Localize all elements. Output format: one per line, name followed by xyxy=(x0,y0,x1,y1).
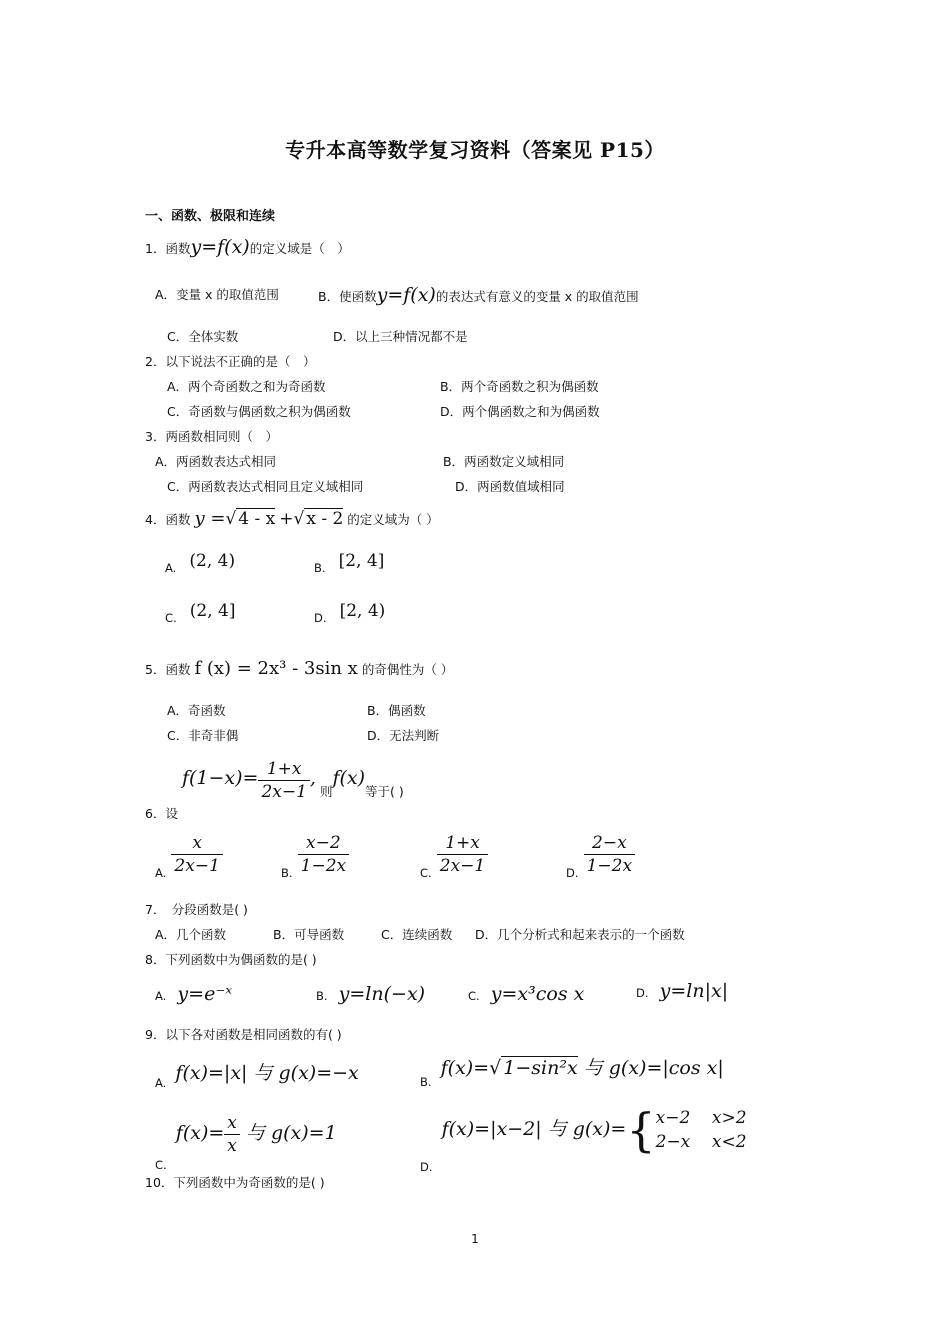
radicand: x - 2 xyxy=(306,509,344,529)
q9-option-c xyxy=(155,1112,337,1172)
math-expression: f(x)= xyxy=(175,1122,225,1144)
option-label: D. xyxy=(314,611,327,625)
math-expression: y=e⁻ˣ xyxy=(177,983,233,1005)
denominator: 2x−1 xyxy=(437,854,488,877)
option-label: B． xyxy=(318,289,340,304)
q8-option-a xyxy=(155,983,232,1005)
denominator: 1−2x xyxy=(298,854,349,877)
option-label: A． xyxy=(155,287,177,302)
option-label: B. xyxy=(281,866,293,880)
fraction xyxy=(298,832,349,877)
question-text: 等于( ) xyxy=(365,784,404,799)
q7-option-b: B．可导函数 xyxy=(273,927,345,942)
question-9: 9．以下各对函数是相同函数的有( ) xyxy=(145,1027,342,1042)
q6-option-d xyxy=(566,832,635,880)
left-brace: { xyxy=(626,1103,656,1157)
denominator: 1−2x xyxy=(584,854,635,877)
q1-option-a xyxy=(155,285,279,303)
question-6: 6．设 f(1−x)= $\frac{1+x}{2x-1}$ , 则f(x)等于( ) xyxy=(145,759,404,821)
q1-option-b xyxy=(318,284,639,306)
q9-option-d xyxy=(420,1103,747,1174)
interval: (2, 4] xyxy=(189,601,236,621)
q6-option-b xyxy=(281,832,349,880)
option-label: C. xyxy=(468,989,480,1003)
numerator: x xyxy=(227,1113,237,1133)
math-expression: f(x) xyxy=(332,767,366,789)
q5-option-b: B．偶函数 xyxy=(367,703,426,718)
q2-option-d: D．两个偶函数之和为偶函数 xyxy=(440,404,600,419)
option-text: 以上三种情况都不是 xyxy=(355,329,468,344)
question-8: 8．下列函数中为偶函数的是( ) xyxy=(145,952,317,967)
option-text: 使函数 xyxy=(339,289,377,304)
numerator: x−2 xyxy=(306,833,341,853)
math-expression: y=ln(−x) xyxy=(338,983,426,1005)
math-expression: y=ln|x| xyxy=(659,980,729,1002)
q5-option-d: D．无法判断 xyxy=(367,728,440,743)
math-expression: y = xyxy=(194,508,226,529)
q9-option-b: $_{B.}$ f(x)=√ 1−sin²x 与 g(x)=|cos x| xyxy=(420,1057,724,1089)
option-label: A. xyxy=(155,866,167,880)
question-number: 1． xyxy=(145,241,166,256)
option-text: 变量 x 的取值范围 xyxy=(176,287,279,302)
plus-sign: + xyxy=(279,509,294,529)
radicand: 1−sin²x xyxy=(503,1057,578,1079)
math-expression: y=x³cos x xyxy=(490,983,585,1005)
math-expression: 与 g(x)=1 xyxy=(239,1122,337,1144)
numerator: 2−x xyxy=(592,833,627,853)
q2-option-c: C．奇函数与偶函数之积为偶函数 xyxy=(167,404,351,419)
question-3: 3．两函数相同则（ ） xyxy=(145,429,278,444)
q3-option-b: B．两函数定义域相同 xyxy=(443,454,565,469)
q6-option-c xyxy=(420,832,488,880)
question-10: 10．下列函数中为奇函数的是( ) xyxy=(145,1175,325,1190)
option-text: 全体实数 xyxy=(188,329,239,344)
option-label: C. xyxy=(165,611,177,625)
question-text: 则 xyxy=(319,784,333,799)
q3-option-d: D．两函数值域相同 xyxy=(455,479,565,494)
q3-option-c: C．两函数表达式相同且定义域相同 xyxy=(167,479,364,494)
piecewise-cases xyxy=(656,1106,747,1154)
document-title: 专升本高等数学复习资料（答案见 P15） xyxy=(285,138,665,162)
q1-option-c xyxy=(167,327,238,345)
q4-option-d xyxy=(314,601,386,627)
question-text: 函数 xyxy=(165,662,191,677)
q2-option-b: B．两个奇函数之积为偶函数 xyxy=(440,379,599,394)
q7-option-d: D．几个分析式和起来表示的一个函数 xyxy=(475,927,685,942)
denominator: 2x−1 xyxy=(171,854,222,877)
q4-option-b xyxy=(314,551,385,577)
question-text: 的定义域是（ ） xyxy=(249,241,350,256)
interval: (2, 4) xyxy=(189,551,236,571)
fraction xyxy=(258,758,309,803)
q4-option-a xyxy=(165,551,236,577)
q9-option-a xyxy=(155,1058,359,1090)
option-label: A. xyxy=(155,989,167,1003)
fraction xyxy=(171,832,222,877)
math-expression: y=f(x) xyxy=(376,284,436,306)
question-text: 的定义域为（ ） xyxy=(347,512,439,527)
question-5 xyxy=(145,658,453,679)
math-expression: f(x)= xyxy=(440,1057,490,1079)
piecewise-case: 2−x x<2 xyxy=(655,1132,747,1152)
fraction xyxy=(584,832,635,877)
page-number: 1 xyxy=(471,1232,479,1246)
option-label: D. xyxy=(420,1159,433,1174)
math-expression: f (x) = 2x³ - 3sin x xyxy=(194,658,358,679)
option-label: C. xyxy=(420,866,432,880)
q6-option-a xyxy=(155,832,223,880)
question-number: 5． xyxy=(145,662,166,677)
option-label: B. xyxy=(314,561,326,575)
section-heading: 一、函数、极限和连续 xyxy=(145,209,276,224)
math-expression: f(x)=|x−2| 与 g(x)= xyxy=(441,1117,627,1140)
math-expression: y=f(x) xyxy=(190,236,250,258)
q7-option-c: C．连续函数 xyxy=(381,927,453,942)
math-expression: 与 g(x)=|cos x| xyxy=(577,1057,724,1079)
option-label: D. xyxy=(636,986,649,1000)
question-text: 函数 xyxy=(165,512,191,527)
q5-option-c: C．非奇非偶 xyxy=(167,728,239,743)
numerator: 1+x xyxy=(445,833,480,853)
q5-option-a: A．奇函数 xyxy=(167,703,226,718)
question-2: 2．以下说法不正确的是（ ） xyxy=(145,354,316,369)
option-label: A. xyxy=(155,1076,167,1090)
q8-option-d xyxy=(636,980,728,1002)
denominator: x xyxy=(224,1134,240,1157)
question-text: 函数 xyxy=(165,241,191,256)
radicand: 4 - x xyxy=(238,509,276,529)
interval: [2, 4) xyxy=(339,601,386,621)
option-label: B. xyxy=(420,1075,432,1089)
q2-option-a: A．两个奇函数之和为奇函数 xyxy=(167,379,326,394)
question-7: 7． 分段函数是( ) xyxy=(145,902,248,917)
option-label: D. xyxy=(566,866,579,880)
question-number: 6．设 xyxy=(145,806,178,821)
option-text: 的表达式有意义的变量 x 的取值范围 xyxy=(435,289,639,304)
math-expression: f(1−x)= xyxy=(181,767,259,789)
option-label: C． xyxy=(167,329,189,344)
piecewise-case: x−2 x>2 xyxy=(655,1108,747,1128)
numerator: x xyxy=(192,833,202,853)
interval: [2, 4] xyxy=(338,551,385,571)
numerator: 1+x xyxy=(266,759,302,779)
q3-option-a: A．两函数表达式相同 xyxy=(155,454,277,469)
fraction xyxy=(224,1112,240,1157)
option-label: A. xyxy=(165,561,177,575)
question-4: 4．函数 y =√ 4 - x +√ x - 2 的定义域为（ ） xyxy=(145,508,439,529)
question-text: 的奇偶性为（ ） xyxy=(361,662,454,677)
q8-option-b xyxy=(316,983,425,1005)
q1-option-d xyxy=(333,327,468,345)
option-label: D． xyxy=(333,329,356,344)
option-label: C. xyxy=(155,1158,167,1172)
q7-option-a: A．几个函数 xyxy=(155,927,227,942)
question-1 xyxy=(145,236,350,258)
math-expression: f(x)=|x| 与 g(x)=−x xyxy=(175,1062,359,1084)
q8-option-c xyxy=(468,983,584,1005)
q4-option-c xyxy=(165,601,236,627)
option-label: B. xyxy=(316,989,328,1003)
fraction xyxy=(437,832,488,877)
question-number: 4． xyxy=(145,512,166,527)
denominator: 2x−1 xyxy=(258,780,309,803)
